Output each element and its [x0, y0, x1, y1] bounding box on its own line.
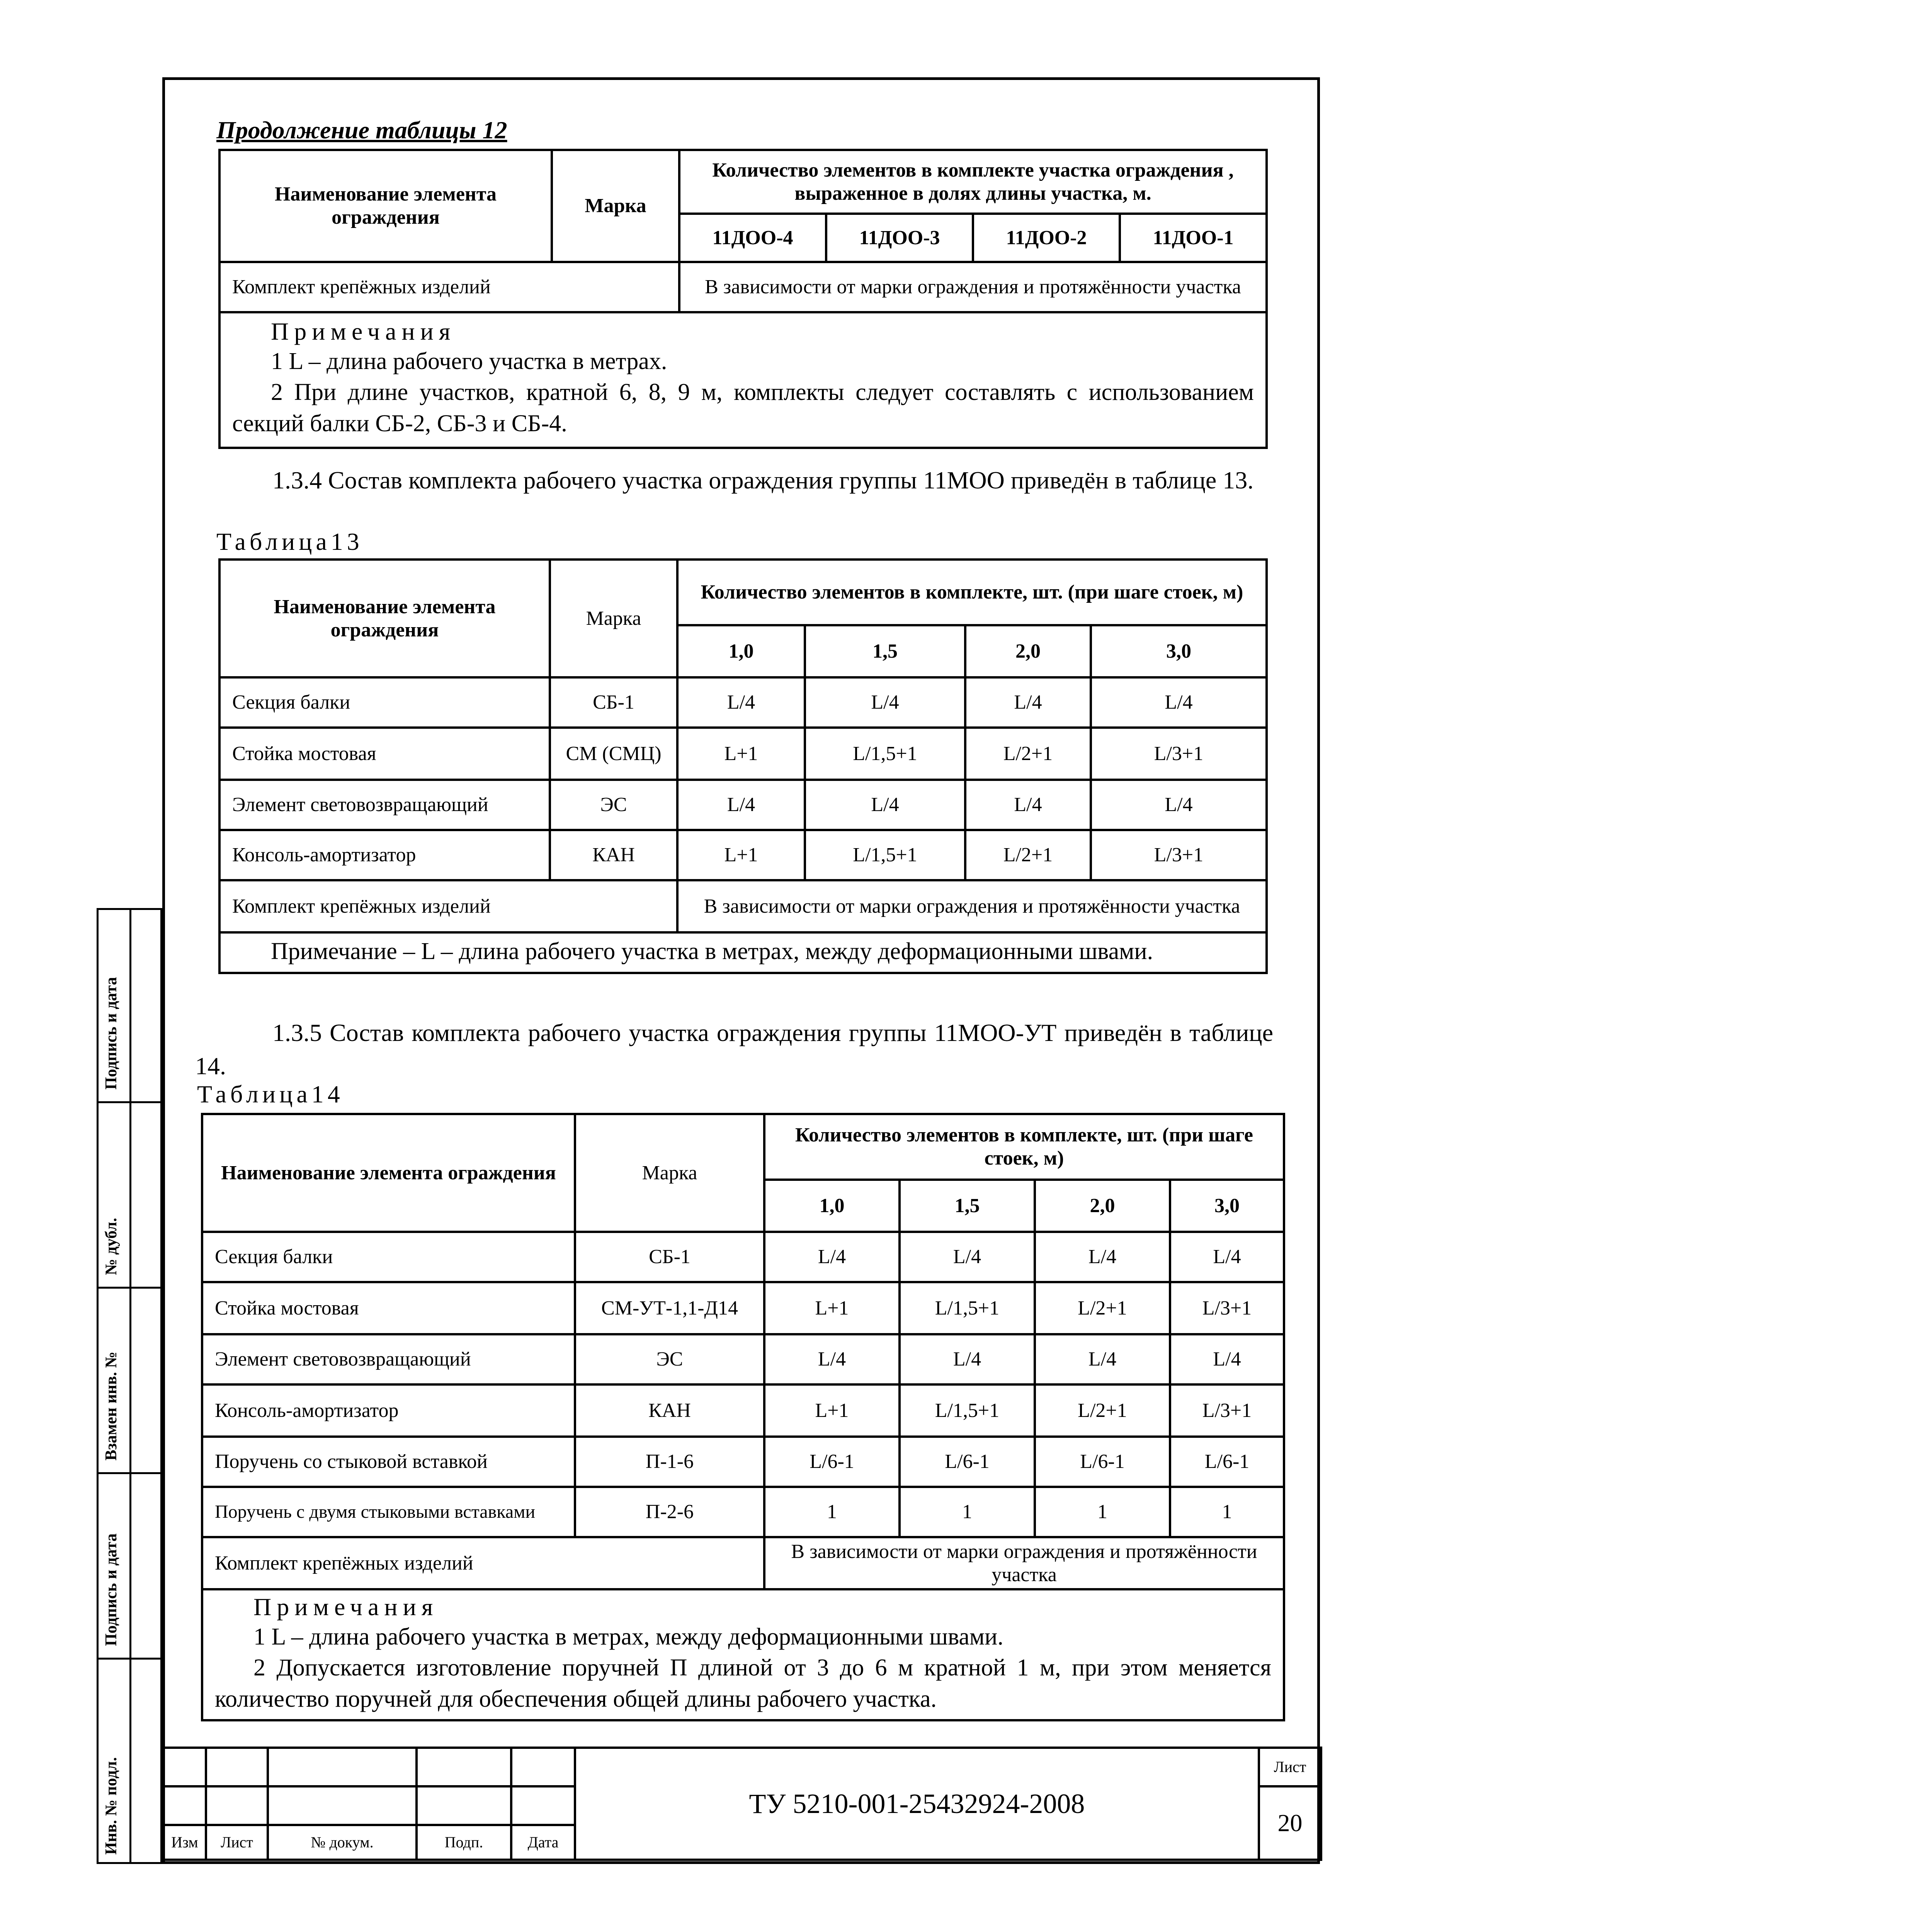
table-row: Стойка мостовая СМ-УТ-1,1-Д14 L+1 L/1,5+1 L/2+1 L/3+1 — [202, 1282, 1284, 1334]
t13-header-qty: Количество элементов в комплекте, шт. (при шаге стоек, м) — [677, 560, 1267, 625]
t13-col: 1,0 — [677, 625, 805, 677]
table14-caption: Таблица14 — [197, 1080, 344, 1108]
t12-row-value: В зависимости от марки ограждения и протяжённости участка — [679, 262, 1267, 312]
t13-fix-name: Комплект крепёжных изделий — [219, 880, 677, 932]
side-label-dubl: № дубл. — [102, 1218, 120, 1275]
t12-header-mark: Марка — [552, 150, 679, 262]
table12 — [218, 149, 1268, 449]
t12-col: 11ДОО-4 — [679, 214, 826, 262]
side-label-inv: Инв. № подл. — [102, 1757, 120, 1855]
t12-notes-title: Примечания — [271, 318, 456, 345]
table-row: Секция балки СБ-1 L/4 L/4 L/4 L/4 — [219, 677, 1267, 728]
t14-col: 1,5 — [900, 1180, 1035, 1232]
t12-header-qty: Количество элементов в комплекте участка ограждения , выраженное в долях длины участка, м. — [679, 150, 1267, 214]
t14-notes-title: Примечания — [253, 1593, 439, 1621]
t13-col: 1,5 — [805, 625, 965, 677]
paragraph-1-3-4: 1.3.4 Состав комплекта рабочего участка ограждения группы 11МОО приведён в таблице 13. — [272, 466, 1254, 494]
col-sign: Подп. — [417, 1825, 511, 1860]
paragraph-1-3-5: 1.3.5 Состав комплекта рабочего участка ограждения группы 11МОО-УТ приведён в таблице 14. — [195, 1019, 1273, 1080]
table12-caption: Продолжение таблицы 12 — [216, 116, 507, 144]
col-doc-no: № докум. — [268, 1825, 417, 1860]
t14-header-mark: Марка — [575, 1114, 764, 1232]
t13-fix-value: В зависимости от марки ограждения и протяжённости участка — [677, 880, 1267, 932]
t14-col: 3,0 — [1170, 1180, 1284, 1232]
table-row: Консоль-амортизатор КАН L+1 L/1,5+1 L/2+1 L/3+1 — [202, 1384, 1284, 1437]
t13-header-name: Наименование элемента ограждения — [219, 560, 550, 677]
table-row: Поручень со стыковой вставкой П-1-6 L/6-1 L/6-1 L/6-1 L/6-1 — [202, 1437, 1284, 1487]
side-label-sign-date-2: Подпись и дата — [102, 1533, 120, 1646]
side-label-sign-date-1: Подпись и дата — [102, 977, 120, 1090]
t14-header-name: Наименование элемента ограждения — [202, 1114, 575, 1232]
t14-col: 1,0 — [764, 1180, 900, 1232]
col-date: Дата — [511, 1825, 575, 1860]
t13-header-mark: Марка — [550, 560, 677, 677]
title-block — [162, 1747, 1322, 1861]
t12-note1: 1 L – длина рабочего участка в метрах. — [271, 348, 667, 374]
table-row: Поручень с двумя стыковыми вставками П-2-6 1 1 1 1 — [202, 1487, 1284, 1537]
side-label-zamen: Взамен инв. № — [102, 1351, 120, 1461]
t12-row-name: Комплект крепёжных изделий — [219, 262, 679, 312]
t12-col: 11ДОО-2 — [973, 214, 1120, 262]
t12-note2: 2 При длине участков, кратной 6, 8, 9 м, комплекты следует составлять с использованием секций балки СБ-2, СБ-3 и СБ-4. — [232, 379, 1254, 437]
t12-col: 11ДОО-1 — [1120, 214, 1267, 262]
t14-note2: 2 Допускается изготовление поручней П длиной от 3 до 6 м кратной 1 м, при этом меняется количество поручней для обеспечения общей длины рабочего участка. — [215, 1655, 1271, 1712]
t14-fix-value: В зависимости от марки ограждения и протяжённости участка — [764, 1537, 1284, 1589]
table13-caption: Таблица13 — [216, 528, 363, 555]
t12-header-name: Наименование элемента ограждения — [219, 150, 552, 262]
table-row: Элемент световозвращающий ЭС L/4 L/4 L/4 L/4 — [219, 780, 1267, 830]
col-izm: Изм — [163, 1825, 206, 1860]
t13-col: 3,0 — [1091, 625, 1267, 677]
table-row: Стойка мостовая СМ (СМЦ) L+1 L/1,5+1 L/2+1 L/3+1 — [219, 728, 1267, 780]
t12-col: 11ДОО-3 — [826, 214, 973, 262]
table14 — [201, 1113, 1285, 1721]
t14-col: 2,0 — [1035, 1180, 1170, 1232]
t13-col: 2,0 — [965, 625, 1091, 677]
table13 — [218, 558, 1268, 974]
table-row: Консоль-амортизатор КАН L+1 L/1,5+1 L/2+1 L/3+1 — [219, 830, 1267, 880]
sheet-number: 20 — [1259, 1786, 1321, 1860]
sheet-label: Лист — [1259, 1748, 1321, 1786]
col-list: Лист — [206, 1825, 268, 1860]
t13-note: Примечание – L – длина рабочего участка в метрах, между деформационными швами. — [219, 932, 1267, 973]
t14-header-qty: Количество элементов в комплекте, шт. (при шаге стоек, м) — [764, 1114, 1284, 1180]
t14-note1: 1 L – длина рабочего участка в метрах, между деформационными швами. — [253, 1623, 1003, 1650]
table-row: Элемент световозвращающий ЭС L/4 L/4 L/4 L/4 — [202, 1334, 1284, 1384]
t14-fix-name: Комплект крепёжных изделий — [202, 1537, 764, 1589]
table-row: Секция балки СБ-1 L/4 L/4 L/4 L/4 — [202, 1232, 1284, 1282]
doc-code: ТУ 5210-001-25432924-2008 — [575, 1748, 1259, 1860]
